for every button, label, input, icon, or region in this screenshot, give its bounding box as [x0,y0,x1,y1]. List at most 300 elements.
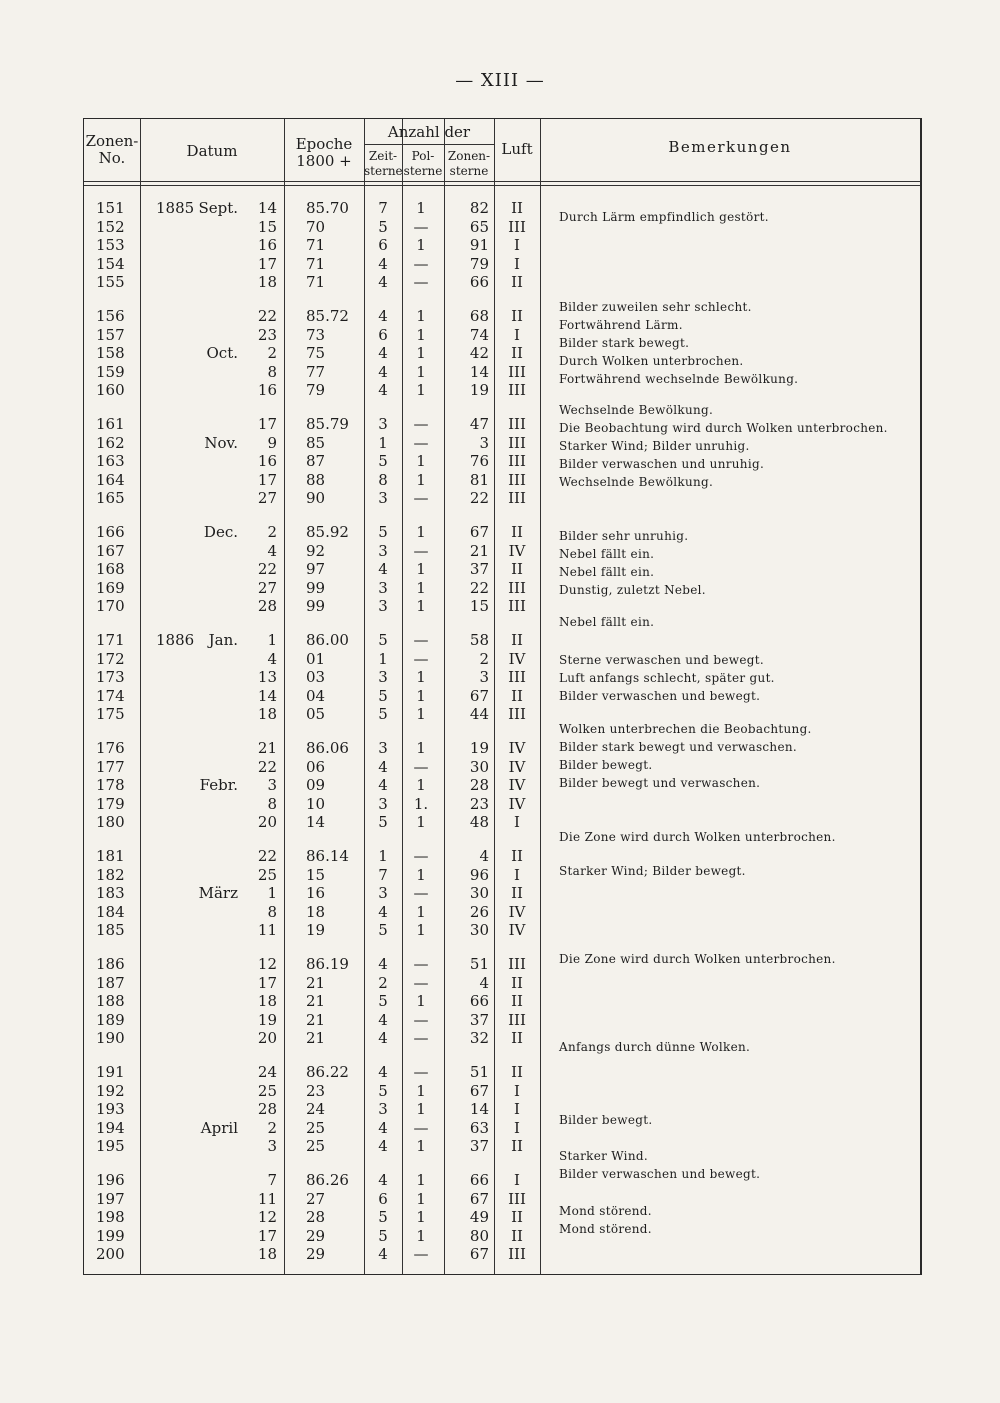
cell-day: 14 [257,686,277,705]
header-bemerkungen: Bemerkungen [668,138,792,156]
header-zonensterne: Zonen- sterne [447,149,491,178]
cell-zone: 51 [469,955,489,973]
cell-pol: — [413,273,429,292]
table-row [84,1137,920,1156]
cell-pol: — [413,541,429,560]
table-row [84,1029,920,1048]
cell-luft: II [511,631,523,649]
cell-epoch: 29 [306,1226,326,1245]
cell-no: 190 [96,1029,125,1048]
cell-luft: III [508,217,526,236]
cell-day: 23 [257,325,277,344]
cell-zone: 80 [469,1226,489,1245]
cell-epoch: 04 [306,686,326,705]
cell-day: 17 [257,470,277,489]
remark-text: Bilder bewegt. [559,1113,653,1127]
cell-epoch: 97 [306,560,326,579]
cell-luft: III [508,578,526,597]
cell-zone: 26 [469,902,489,921]
cell-epoch: 23 [306,1081,326,1100]
cell-day: 4 [267,541,277,560]
cell-zeit: 4 [378,1171,388,1189]
cell-pol: — [413,433,429,452]
cell-luft: III [508,1010,526,1029]
cell-luft: II [511,1208,523,1227]
cell-pol: 1 [416,362,426,381]
table-row [84,236,920,255]
cell-epoch: 71 [306,254,326,273]
cell-no: 184 [96,902,125,921]
observation-table [83,118,922,1275]
cell-zone: 63 [469,1118,489,1137]
cell-zeit: 1 [378,847,388,865]
cell-pol: 1 [416,1100,426,1119]
cell-zone: 74 [469,325,489,344]
cell-pol: — [413,1245,429,1264]
cell-year: 1886 [156,631,195,649]
table-row [84,903,920,922]
cell-no: 194 [96,1118,125,1137]
cell-no: 177 [96,757,125,776]
cell-no: 181 [96,847,125,865]
cell-luft: II [511,1063,523,1081]
cell-pol: 1 [416,776,426,795]
cell-luft: IV [508,739,526,757]
cell-day: 8 [267,362,277,381]
cell-epoch: 85 [306,433,326,452]
cell-luft: II [511,847,523,865]
cell-epoch: 85.70 [306,199,349,217]
cell-zeit: 3 [378,415,388,433]
cell-no: 199 [96,1226,125,1245]
cell-zeit: 4 [378,1137,388,1156]
cell-no: 158 [96,344,125,363]
cell-day: 19 [257,1010,277,1029]
remark-text: Starker Wind. [559,1149,648,1163]
cell-epoch: 25 [306,1137,326,1156]
cell-no: 196 [96,1171,125,1189]
cell-pol: 1 [416,597,426,616]
table-row [84,307,920,326]
cell-zone: 49 [469,1208,489,1227]
remark-text: Anfangs durch dünne Wolken. [559,1040,751,1054]
cell-luft: II [511,686,523,705]
cell-zone: 67 [469,1245,489,1264]
remark-text: Bilder bewegt und verwaschen. [559,776,761,790]
cell-no: 154 [96,254,125,273]
table-row [84,668,920,687]
cell-zeit: 4 [378,955,388,973]
cell-no: 173 [96,668,125,687]
cell-zone: 65 [469,217,489,236]
cell-pol: 1 [416,1189,426,1208]
cell-zone: 15 [469,597,489,616]
remark-text: Durch Lärm empfindlich gestört. [559,210,769,224]
cell-day: 16 [257,236,277,255]
cell-no: 185 [96,921,125,940]
cell-epoch: 21 [306,973,326,992]
cell-day: 4 [267,649,277,668]
cell-day: 8 [267,902,277,921]
cell-epoch: 01 [306,649,326,668]
cell-no: 195 [96,1137,125,1156]
cell-zeit: 3 [378,597,388,616]
table-row [84,1011,920,1030]
cell-epoch: 86.26 [306,1171,349,1189]
cell-day: 3 [267,776,277,795]
cell-luft: III [508,1189,526,1208]
cell-no: 169 [96,578,125,597]
cell-zeit: 5 [378,992,388,1011]
cell-day: 2 [267,1118,277,1137]
cell-zone: 4 [479,973,489,992]
cell-zone: 23 [469,794,489,813]
cell-luft: III [508,955,526,973]
cell-no: 156 [96,307,125,325]
cell-zeit: 8 [378,470,388,489]
cell-day: 18 [257,705,277,724]
cell-day: 22 [257,307,277,325]
table-row [84,218,920,237]
cell-no: 179 [96,794,125,813]
cell-luft: I [514,1171,520,1189]
cell-no: 178 [96,776,125,795]
cell-luft: III [508,362,526,381]
cell-no: 188 [96,992,125,1011]
cell-zeit: 5 [378,921,388,940]
cell-zone: 96 [469,865,489,884]
cell-day: 11 [257,1189,277,1208]
table-row [84,921,920,940]
cell-zeit: 3 [378,489,388,508]
cell-day: 27 [257,489,277,508]
remark-text: Mond störend. [559,1204,652,1218]
cell-luft: I [514,865,520,884]
cell-day: 22 [257,757,277,776]
cell-no: 182 [96,865,125,884]
cell-epoch: 99 [306,578,326,597]
cell-epoch: 27 [306,1189,326,1208]
table-row [84,489,920,508]
remark-text: Bilder zuweilen sehr schlecht. [559,300,752,314]
cell-zeit: 3 [378,794,388,813]
cell-zeit: 4 [378,254,388,273]
table-row [84,1063,920,1082]
cell-epoch: 03 [306,668,326,687]
cell-zeit: 4 [378,560,388,579]
cell-day: 18 [257,273,277,292]
cell-month: Dec. [203,523,238,541]
cell-zeit: 4 [378,757,388,776]
remark-text: Bilder verwaschen und bewegt. [559,689,761,703]
cell-luft: I [514,236,520,255]
cell-pol: 1 [416,739,426,757]
cell-luft: II [511,1029,523,1048]
cell-day: 17 [257,415,277,433]
cell-no: 157 [96,325,125,344]
cell-no: 200 [96,1245,125,1264]
cell-zeit: 3 [378,668,388,687]
cell-pol: 1 [416,865,426,884]
cell-epoch: 18 [306,902,326,921]
cell-zeit: 4 [378,362,388,381]
cell-month: April [200,1118,238,1137]
cell-month: Nov. [204,433,238,452]
cell-epoch: 21 [306,992,326,1011]
cell-zeit: 5 [378,1081,388,1100]
cell-day: 17 [257,973,277,992]
cell-epoch: 14 [306,813,326,832]
header-epoche: Epoche 1800 + [295,135,353,170]
cell-no: 159 [96,362,125,381]
cell-pol: — [413,757,429,776]
table-row [84,326,920,345]
cell-day: 25 [257,1081,277,1100]
cell-epoch: 28 [306,1208,326,1227]
cell-zeit: 5 [378,523,388,541]
cell-zone: 32 [469,1029,489,1048]
cell-zone: 19 [469,381,489,400]
cell-zeit: 5 [378,217,388,236]
cell-no: 191 [96,1063,125,1081]
cell-zone: 22 [469,578,489,597]
table-row [84,255,920,274]
cell-pol: 1 [416,813,426,832]
remark-text: Mond störend. [559,1222,652,1236]
cell-zone: 42 [469,344,489,363]
cell-day: 22 [257,847,277,865]
cell-luft: II [511,1226,523,1245]
cell-day: 11 [257,921,277,940]
cell-zeit: 7 [378,199,388,217]
cell-pol: 1 [416,325,426,344]
table-row [84,542,920,561]
cell-month: Sept. [198,199,238,217]
cell-pol: — [413,254,429,273]
cell-pol: — [413,1010,429,1029]
cell-pol: 1 [416,902,426,921]
cell-no: 160 [96,381,125,400]
cell-no: 183 [96,884,125,903]
remark-text: Die Zone wird durch Wolken unterbrochen. [559,952,836,966]
header-luft: Luft [501,140,533,158]
cell-day: 21 [257,739,277,757]
table-row [84,471,920,490]
table-row [84,650,920,669]
cell-luft: I [514,813,520,832]
cell-pol: 1 [416,1081,426,1100]
cell-day: 20 [257,813,277,832]
cell-zone: 91 [469,236,489,255]
cell-luft: I [514,1100,520,1119]
header-rule [84,181,920,182]
cell-no: 170 [96,597,125,616]
cell-no: 163 [96,452,125,471]
cell-zone: 14 [469,1100,489,1119]
remark-text: Bilder verwaschen und unruhig. [559,457,765,471]
cell-day: 13 [257,668,277,687]
table-row [84,452,920,471]
cell-epoch: 09 [306,776,326,795]
cell-pol: 1 [416,1171,426,1189]
cell-epoch: 21 [306,1029,326,1048]
header-zeitsterne: Zeit- sterne [364,149,403,178]
table-row [84,795,920,814]
cell-day: 2 [267,523,277,541]
cell-day: 9 [267,433,277,452]
header-zone-no: Zonen- No. [85,132,139,167]
cell-no: 187 [96,973,125,992]
cell-no: 165 [96,489,125,508]
cell-zeit: 4 [378,1245,388,1264]
cell-luft: IV [508,794,526,813]
table-row [84,992,920,1011]
cell-luft: II [511,344,523,363]
cell-luft: IV [508,902,526,921]
cell-luft: IV [508,921,526,940]
cell-epoch: 05 [306,705,326,724]
cell-no: 171 [96,631,125,649]
cell-luft: III [508,452,526,471]
cell-luft: III [508,705,526,724]
cell-zone: 51 [469,1063,489,1081]
table-row [84,523,920,542]
cell-zone: 66 [469,273,489,292]
cell-pol: 1 [416,921,426,940]
cell-epoch: 99 [306,597,326,616]
table-row [84,776,920,795]
table-row [84,199,920,218]
remark-text: Starker Wind; Bilder unruhig. [559,439,750,453]
cell-no: 167 [96,541,125,560]
remark-text: Durch Wolken unterbrochen. [559,354,744,368]
remark-text: Bilder stark bewegt. [559,336,690,350]
remark-text: Die Zone wird durch Wolken unterbrochen. [559,830,836,844]
cell-zone: 67 [469,523,489,541]
cell-zone: 79 [469,254,489,273]
cell-epoch: 86.06 [306,739,349,757]
cell-zone: 76 [469,452,489,471]
cell-zone: 66 [469,1171,489,1189]
table-row [84,273,920,292]
cell-zeit: 5 [378,452,388,471]
cell-year: 1885 [156,199,195,217]
cell-pol: 1. [413,794,429,813]
cell-luft: II [511,523,523,541]
cell-epoch: 79 [306,381,326,400]
remark-text: Die Beobachtung wird durch Wolken unterbrochen. [559,421,888,435]
cell-no: 172 [96,649,125,668]
cell-epoch: 24 [306,1100,326,1119]
cell-zone: 19 [469,739,489,757]
table-row [84,1119,920,1138]
cell-zone: 48 [469,813,489,832]
cell-day: 24 [257,1063,277,1081]
cell-pol: 1 [416,236,426,255]
table-row [84,579,920,598]
cell-zeit: 4 [378,307,388,325]
cell-pol: 1 [416,578,426,597]
cell-zeit: 4 [378,344,388,363]
cell-zone: 67 [469,1081,489,1100]
cell-pol: — [413,847,429,865]
cell-zone: 30 [469,884,489,903]
cell-luft: I [514,325,520,344]
cell-luft: II [511,273,523,292]
cell-luft: III [508,489,526,508]
cell-epoch: 19 [306,921,326,940]
cell-epoch: 70 [306,217,326,236]
table-row [84,1208,920,1227]
cell-zeit: 4 [378,1063,388,1081]
cell-luft: II [511,973,523,992]
cell-zone: 4 [479,847,489,865]
cell-zone: 82 [469,199,489,217]
table-row [84,847,920,866]
cell-luft: IV [508,541,526,560]
cell-day: 17 [257,1226,277,1245]
cell-zone: 37 [469,560,489,579]
cell-luft: III [508,415,526,433]
cell-zeit: 4 [378,1118,388,1137]
cell-no: 198 [96,1208,125,1227]
cell-day: 3 [267,1137,277,1156]
table-row [84,758,920,777]
cell-day: 8 [267,794,277,813]
cell-luft: II [511,560,523,579]
cell-pol: 1 [416,470,426,489]
cell-zeit: 5 [378,1208,388,1227]
cell-luft: III [508,1245,526,1264]
cell-pol: 1 [416,1226,426,1245]
header-rule [84,185,920,186]
table-row [84,1190,920,1209]
cell-no: 152 [96,217,125,236]
cell-pol: 1 [416,668,426,687]
cell-luft: II [511,1137,523,1156]
cell-zone: 21 [469,541,489,560]
cell-epoch: 21 [306,1010,326,1029]
cell-pol: 1 [416,686,426,705]
cell-luft: II [511,992,523,1011]
remark-text: Wechselnde Bewölkung. [559,403,714,417]
cell-day: 12 [257,1208,277,1227]
cell-no: 155 [96,273,125,292]
cell-luft: III [508,470,526,489]
cell-epoch: 90 [306,489,326,508]
cell-pol: — [413,973,429,992]
remark-text: Wolken unterbrechen die Beobachtung. [559,722,812,736]
cell-day: 17 [257,254,277,273]
cell-zone: 68 [469,307,489,325]
cell-pol: 1 [416,344,426,363]
cell-zeit: 3 [378,1100,388,1119]
cell-zeit: 7 [378,865,388,884]
cell-pol: 1 [416,523,426,541]
table-row [84,1100,920,1119]
cell-pol: 1 [416,1208,426,1227]
cell-luft: III [508,381,526,400]
cell-pol: — [413,631,429,649]
cell-pol: 1 [416,307,426,325]
table-row [84,344,920,363]
remark-text: Dunstig, zuletzt Nebel. [559,583,706,597]
cell-epoch: 86.00 [306,631,349,649]
cell-zeit: 4 [378,1010,388,1029]
cell-zone: 3 [479,433,489,452]
cell-no: 166 [96,523,125,541]
cell-no: 162 [96,433,125,452]
